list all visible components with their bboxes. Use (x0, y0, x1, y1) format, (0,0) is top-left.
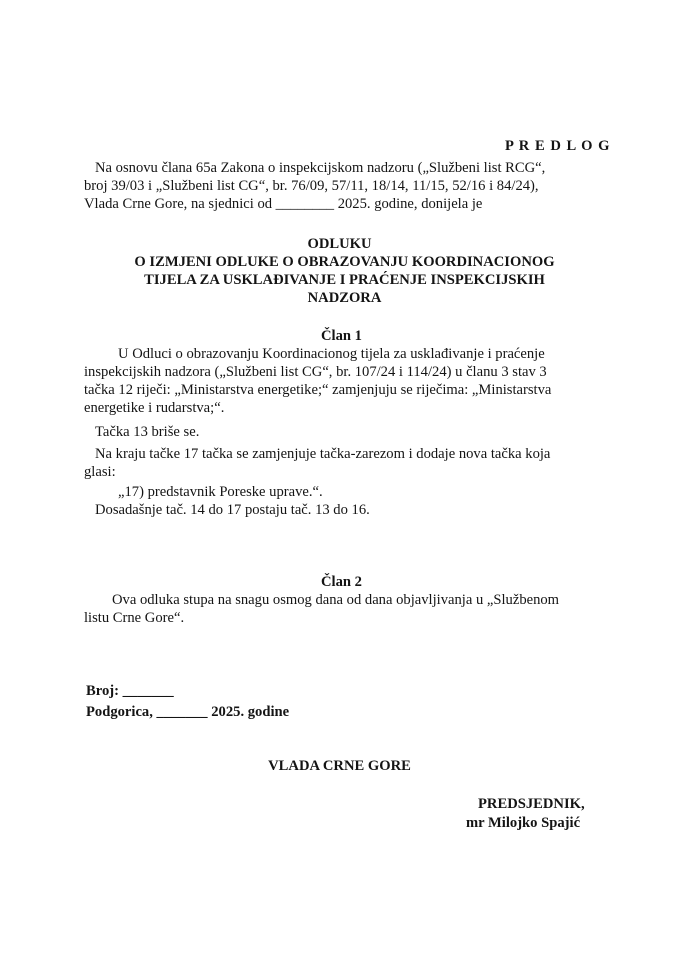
article-quote-line: „17) predstavnik Poreske uprave.“. (118, 484, 323, 500)
signatory-title: PREDSJEDNIK, (478, 796, 585, 812)
signatory-name: mr Milojko Spajić (466, 815, 581, 831)
article-text-line: Tačka 13 briše se. (95, 424, 200, 440)
preamble-line: broj 39/03 i „Službeni list CG“, br. 76/09, 57/11, 18/14, 11/15, 52/16 i 84/24), (84, 178, 539, 194)
title-line: TIJELA ZA USKLAĐIVANJE I PRAĆENJE INSPEKCIJSKIH (144, 272, 545, 288)
article-text-line: Na kraju tačke 17 tačka se zamjenjuje tačka-zarezom i dodaje nova tačka koja (95, 446, 551, 462)
article-text-line: energetike i rudarstva;“. (84, 400, 225, 416)
place-and-date: Podgorica, _______ 2025. godine (86, 704, 290, 720)
title-line: O IZMJENI ODLUKE O OBRAZOVANJU KOORDINACIONOG (134, 254, 555, 270)
article-heading: Član 1 (321, 328, 362, 344)
title-line: NADZORA (307, 290, 382, 306)
preamble-line: Na osnovu člana 65a Zakona o inspekcijskom nadzoru („Službeni list RCG“, (95, 160, 546, 176)
article-text-line: Ova odluka stupa na snagu osmog dana od dana objavljivanja u „Službenom (112, 592, 560, 608)
document-number: Broj: _______ (86, 683, 174, 699)
article-text-line: tačka 12 riječi: „Ministarstva energetike;“ zamjenjuju se riječima: „Ministarstva (84, 382, 552, 398)
article-text-line: glasi: (84, 464, 116, 480)
article-text-line: Dosadašnje tač. 14 do 17 postaju tač. 13 do 16. (95, 502, 370, 518)
preamble-line: Vlada Crne Gore, na sjednici od ________ 2025. godine, donijela je (84, 196, 483, 212)
proposal-label: P R E D L O G (505, 138, 611, 154)
government-name: VLADA CRNE GORE (268, 758, 411, 774)
article-text-line: listu Crne Gore“. (84, 610, 185, 626)
title-line: ODLUKU (307, 236, 372, 252)
article-text-line: inspekcijskih nadzora („Službeni list CG“, br. 107/24 i 114/24) u članu 3 stav 3 (84, 364, 547, 380)
article-heading: Član 2 (321, 574, 362, 590)
article-text-line: U Odluci o obrazovanju Koordinacionog tijela za usklađivanje i praćenje (118, 346, 545, 362)
